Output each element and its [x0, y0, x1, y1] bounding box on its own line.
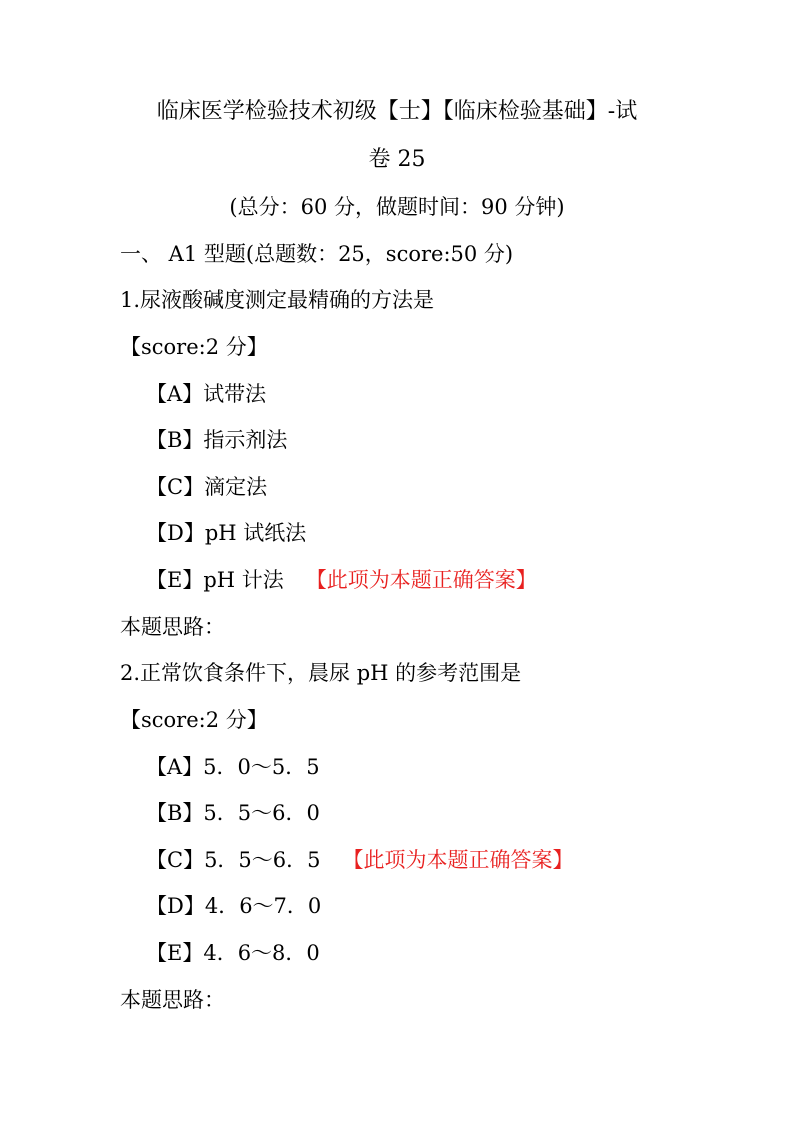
question-1-option-a: 【A】试带法 — [146, 382, 267, 406]
question-2-analysis: 本题思路： — [120, 988, 225, 1012]
question-1-correct-answer-marker: 【此项为本题正确答案】 — [305, 568, 537, 592]
question-2-option-c: 【C】5．5～6．5 — [146, 848, 321, 872]
question-1-option-e: 【E】pH 计法 — [146, 568, 284, 592]
question-2-option-a: 【A】5．0～5．5 — [146, 755, 320, 779]
question-1-score: 【score:2 分】 — [120, 335, 268, 359]
question-1-analysis: 本题思路： — [120, 615, 225, 639]
doc-title-line-1: 临床医学检验技术初级【士】【临床检验基础】-试 — [156, 99, 638, 124]
question-1-option-d: 【D】pH 试纸法 — [146, 521, 307, 545]
question-2-stem: 2.正常饮食条件下，晨尿 pH 的参考范围是 — [120, 661, 522, 685]
question-2-option-e: 【E】4．6～8．0 — [146, 941, 320, 965]
question-1-stem: 1.尿液酸碱度测定最精确的方法是 — [120, 288, 435, 312]
question-1-option-e-row — [146, 566, 537, 594]
doc-summary: (总分：60 分，做题时间：90 分钟) — [229, 195, 565, 219]
question-2-score: 【score:2 分】 — [120, 708, 268, 732]
doc-title-line-2: 卷 25 — [368, 147, 426, 172]
question-1-option-b: 【B】指示剂法 — [146, 428, 288, 452]
question-2-correct-answer-marker: 【此项为本题正确答案】 — [342, 848, 574, 872]
question-2-option-b: 【B】5．5～6．0 — [146, 801, 320, 825]
question-1-option-c: 【C】滴定法 — [146, 475, 268, 499]
question-2-option-c-row — [146, 846, 574, 874]
question-2-option-d: 【D】4．6～7．0 — [146, 894, 322, 918]
section-heading: 一、 A1 型题(总题数：25，score:50 分) — [120, 242, 514, 266]
